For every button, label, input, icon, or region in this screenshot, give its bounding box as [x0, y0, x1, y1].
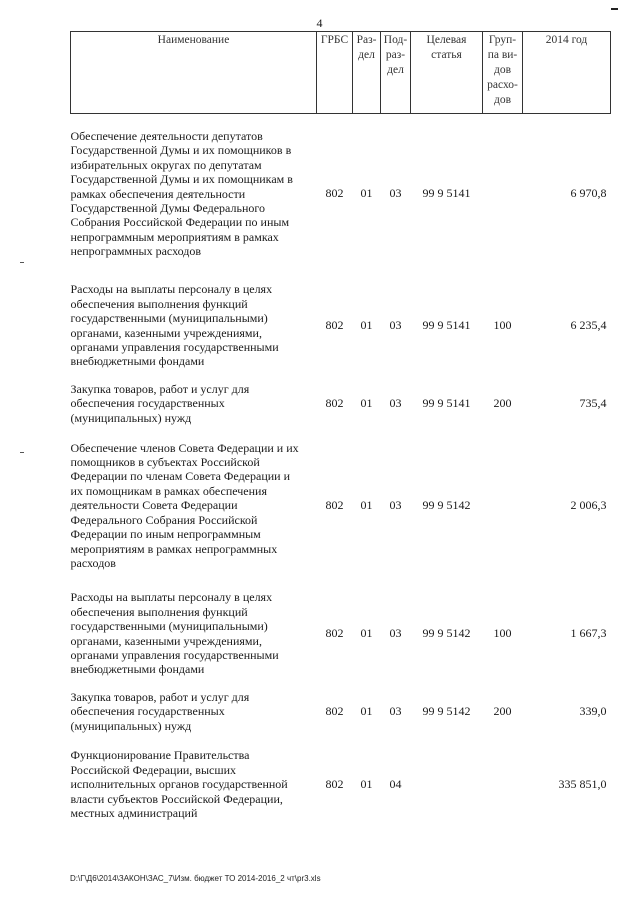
row-name-line: исполнительных органов государственной: [70, 777, 288, 792]
row-amount: 1 667,3: [570, 626, 607, 640]
header-line: Целевая: [426, 34, 467, 46]
row-gruppa-vidov: 200: [493, 704, 512, 718]
row-name: [71, 274, 317, 378]
table-header-row: [71, 32, 611, 114]
row-razdel: 01: [360, 704, 373, 718]
file-path-footer: D:\Г\Д6\2014\ЗАКОН\ЗАС_7\Изм. бюджет ТО 2014-2016_2 чт\pr3.xls: [70, 874, 321, 883]
header-gruppa-vidov-raskhodov: [483, 32, 523, 114]
header-year-2014: [523, 32, 611, 114]
row-grbs: 802: [325, 396, 344, 410]
header-line: Под-: [383, 34, 408, 46]
row-name-line: Обеспечение членов Совета Федерации и их: [70, 440, 299, 455]
row-name-line: Государственной Думы и их помощников в: [70, 143, 292, 158]
row-name: [71, 378, 317, 430]
row-name-line: органами, казенными учреждениями,: [70, 633, 262, 648]
row-name-line: обеспечения государственных: [70, 704, 225, 719]
table-row: [71, 378, 611, 430]
row-name-line: Государственной Думы Федерального: [70, 200, 265, 215]
row-gruppa-vidov: [483, 430, 523, 582]
row-razdel: 01: [360, 186, 373, 201]
header-celevaya-statya: [411, 32, 483, 114]
row-name-line: Государственной Думы и их помощникам в: [70, 172, 293, 187]
header-line: па ви-: [487, 49, 518, 61]
header-line: 2014 год: [545, 34, 588, 46]
row-podrazdel: 04: [389, 777, 402, 791]
row-name-line: Расходы на выплаты персоналу в целях: [70, 590, 273, 605]
corner-mark: [611, 8, 618, 10]
header-grbs: [317, 32, 353, 114]
row-gruppa-vidov: 100: [493, 626, 512, 640]
row-razdel: 01: [360, 396, 373, 410]
row-name-line: внебюджетными фондами: [70, 662, 205, 677]
row-name-line: государственными (муниципальными): [70, 619, 268, 634]
header-line: статья: [431, 49, 462, 61]
table-row: [71, 582, 611, 686]
row-grbs: 802: [325, 704, 344, 718]
row-grbs: 802: [325, 777, 344, 791]
row-name-line: органами, казенными учреждениями,: [70, 325, 262, 340]
row-razdel: 01: [360, 777, 373, 791]
row-amount: 335 851,0: [558, 777, 607, 791]
budget-table: [70, 31, 611, 832]
row-grbs: 802: [325, 498, 344, 512]
row-name-line: обеспечения выполнения функций: [70, 296, 248, 311]
header-line: дел: [387, 64, 404, 76]
row-name-line: местных администраций: [70, 806, 198, 821]
margin-mark: [20, 262, 24, 263]
row-name-line: органами управления государственными: [70, 647, 279, 662]
row-name-line: избирательных округах по депутатам: [70, 157, 262, 172]
row-celevaya-statya: [411, 738, 483, 832]
row-amount: 6 970,8: [570, 186, 607, 201]
row-name-line: Федерации по иным непрограммным: [70, 527, 261, 542]
row-name-line: их помощникам в рамках обеспечения: [70, 483, 267, 498]
row-name-line: мероприятиям в рамках непрограммных: [70, 541, 278, 556]
row-gruppa-vidov: 100: [493, 318, 512, 332]
row-name-line: обеспечения выполнения функций: [70, 604, 248, 619]
header-line: Груп-: [488, 34, 517, 46]
page-number: 4: [316, 16, 324, 30]
row-name-line: обеспечения государственных: [70, 396, 225, 411]
row-name: [71, 686, 317, 738]
row-celevaya-statya: 99 9 5142: [422, 626, 471, 640]
table-row: [71, 114, 611, 274]
row-razdel: 01: [360, 498, 373, 512]
row-name-line: помощников в субъектах Российской: [70, 455, 260, 470]
table-row: [71, 738, 611, 832]
row-name-line: расходов: [70, 555, 116, 570]
row-name-line: Закупка товаров, работ и услуг для: [70, 689, 250, 704]
row-name-line: деятельности Совета Федерации: [70, 498, 238, 513]
header-line: Раз-: [356, 34, 377, 46]
row-name: [71, 738, 317, 832]
row-podrazdel: 03: [389, 704, 402, 718]
row-name-line: (муниципальных) нужд: [70, 410, 192, 425]
header-line: ГРБС: [320, 34, 349, 46]
row-name: [71, 430, 317, 582]
row-name-line: органами управления государственными: [70, 339, 279, 354]
header-razdel: [353, 32, 381, 114]
row-podrazdel: 03: [389, 186, 402, 201]
margin-mark: [20, 452, 24, 453]
row-gruppa-vidov: [483, 738, 523, 832]
row-name-line: государственными (муниципальными): [70, 311, 268, 326]
row-name: [71, 582, 317, 686]
row-podrazdel: 03: [389, 626, 402, 640]
row-razdel: 01: [360, 318, 373, 332]
row-gruppa-vidov: 200: [493, 396, 512, 410]
row-grbs: 802: [325, 186, 344, 201]
row-name-line: Закупка товаров, работ и услуг для: [70, 381, 250, 396]
row-grbs: 802: [325, 626, 344, 640]
row-celevaya-statya: 99 9 5142: [422, 498, 471, 512]
header-line: дов: [493, 94, 512, 106]
row-name-line: Обеспечение деятельности депутатов: [70, 128, 263, 143]
row-name-line: Функционирование Правительства: [70, 748, 250, 763]
row-name: [71, 114, 317, 274]
header-podrazdel: [381, 32, 411, 114]
row-celevaya-statya: 99 9 5142: [422, 704, 471, 718]
table-row: [71, 430, 611, 582]
row-razdel: 01: [360, 626, 373, 640]
header-line: раз-: [385, 49, 406, 61]
row-podrazdel: 03: [389, 396, 402, 410]
row-name-line: непрограммным мероприятиям в рамках: [70, 229, 279, 244]
row-celevaya-statya: 99 9 5141: [422, 186, 471, 201]
row-name-line: Федерации по членам Совета Федерации и: [70, 469, 291, 484]
header-line: дел: [358, 49, 375, 61]
row-grbs: 802: [325, 318, 344, 332]
row-amount: 339,0: [579, 704, 607, 718]
header-line: дов: [493, 64, 512, 76]
row-name-line: Собрания Российской Федерации по иным: [70, 215, 290, 230]
table-row: [71, 686, 611, 738]
row-gruppa-vidov: [483, 114, 523, 274]
row-name-line: Российской Федерации, высших: [70, 762, 237, 777]
row-celevaya-statya: 99 9 5141: [422, 396, 471, 410]
header-line: расхо-: [487, 79, 518, 91]
row-celevaya-statya: 99 9 5141: [422, 318, 471, 332]
row-amount: 735,4: [579, 396, 607, 410]
header-name: [71, 32, 317, 114]
row-name-line: власти субъектов Российской Федерации,: [70, 791, 283, 806]
row-name-line: внебюджетными фондами: [70, 354, 205, 369]
header-line: Наименование: [157, 34, 230, 46]
table-row: [71, 274, 611, 378]
row-amount: 6 235,4: [570, 318, 607, 332]
row-name-line: Расходы на выплаты персоналу в целях: [70, 282, 273, 297]
row-name-line: Федерального Собрания Российской: [70, 512, 258, 527]
row-podrazdel: 03: [389, 318, 402, 332]
row-podrazdel: 03: [389, 498, 402, 512]
row-name-line: (муниципальных) нужд: [70, 718, 192, 733]
row-name-line: непрограммных расходов: [70, 244, 202, 259]
row-amount: 2 006,3: [570, 498, 607, 512]
row-name-line: рамках обеспечения деятельности: [70, 186, 246, 201]
